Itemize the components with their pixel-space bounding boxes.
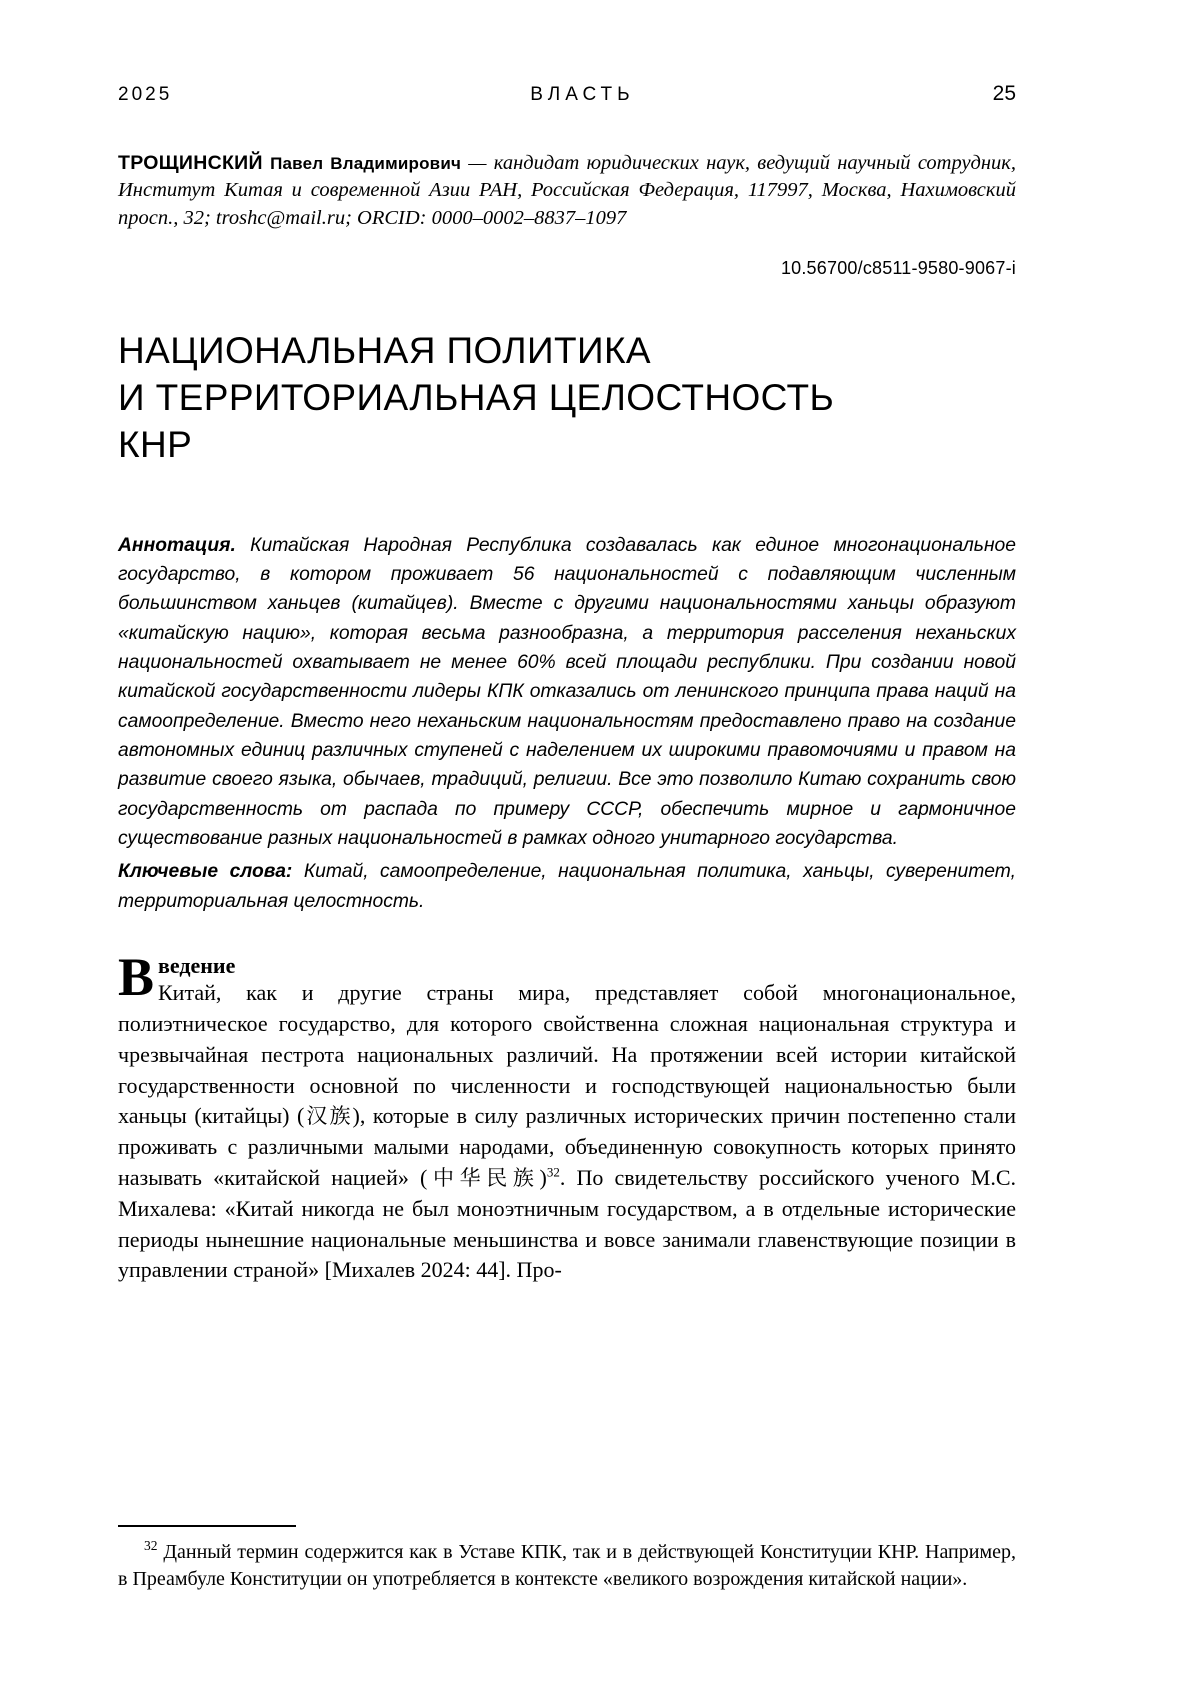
- article-title-line-1: НАЦИОНАЛЬНАЯ ПОЛИТИКА: [118, 329, 651, 371]
- abstract-block: [118, 531, 1016, 854]
- keywords-label: Ключевые слова:: [118, 861, 293, 883]
- author-affiliation-block: [118, 150, 1016, 232]
- introduction-paragraph: В Китай, как и другие страны мира, представляет собой многонациональное, полиэтническое государство, для которого свойственна сложная национальная структура и чрезвычайная пестрота национальных различий. На протяжении всей истории китайской государственности основной по численности и господствующей национальностью были ханьцы (китайцы) (汉族), которые в силу различных исторических причин постепенно стали проживать с различными малыми народами, объединенную совокупность которых принято называть «китайской нацией» (中华民族)$^{32}$. По свидетельству российского ученого М.С. Михалева: «Китай никогда не был моноэтничным государством, а в отдельные исторические периоды нынешние национальные меньшинства и вовсе занимали главенствующие позиции в управлении страной» [Михалев 2024: 44]. Про-: [118, 947, 1017, 1283]
- running-head-page-number: 25: [992, 82, 1016, 105]
- abstract-text: Китайская Народная Республика создавалась как единое многонациональное государство, в котором проживает 56 национальностей с подавляющим численным большинством ханьцев (китайцев). Вместе с другими национальностями ханьцы образуют «китайскую нацию», которая весьма разнообразна, а территория расселения неханьских национальностей охватывает не менее 60% всей площади республики. При создании новой китайской государственности лидеры КПК отказались от ленинского принципа права наций на самоопределение. Вместо него неханьским национальностям предоставлено право на создание автономных единиц различных ступеней с наделением их широкими правомочиями и правом на развитие своего языка, обычаев, традиций, религии. Все это позволило Китаю сохранить свою государственность от распада по примеру СССР, обеспечить мирное и гармоничное существование разных национальностей в рамках одного унитарного государства.: [118, 534, 1016, 850]
- article-title-line-3: КНР: [118, 424, 193, 466]
- article-title-line-2: И ТЕРРИТОРИАЛЬНАЯ ЦЕЛОСТНОСТЬ: [118, 377, 835, 419]
- introduction-section: [118, 947, 1017, 1286]
- introduction-text-part-3: . По свидетельству российского ученого М.С. Михалева: «Китай никогда не был моноэтничным государством, а в отдельные исторические периоды нынешние национальные меньшинства и вовсе занимали главенствующие позиции в управлении страной» [Михалев 2024: 44]. Про-: [118, 1165, 1016, 1283]
- page-content: [118, 82, 1016, 1286]
- footnote-number: 32: [144, 1537, 158, 1553]
- running-head-year: 2025: [118, 84, 173, 105]
- chinese-term-hanzu: 汉族: [304, 1104, 353, 1129]
- author-affiliation: — кандидат юридических наук, ведущий научный сотрудник, Институт Китая и современной Азии РАН, Российская Федерация, 117997, Москва, Нахимовский просп., 32; troshc@mail.ru; ORCID: 0000–0002–8837–1097: [118, 152, 1016, 229]
- footnote-separator-rule: [118, 1525, 296, 1527]
- doi-identifier: 10.56700/c8511-9580-9067-i: [780, 257, 1016, 278]
- footnote-text: Данный термин содержится как в Уставе КПК, так и в действующей Конституции КНР. Например, в Преамбуле Конституции он употребляется в контексте «великого возрождения китайской нации».: [118, 1540, 1016, 1590]
- running-head-journal-title: ВЛАСТЬ: [530, 84, 635, 105]
- chinese-term-zhonghua-minzu: 中华民族: [427, 1166, 540, 1191]
- keywords-block: [118, 857, 1016, 916]
- footnote-area: [118, 1525, 1016, 1593]
- introduction-text-part-2: ), которые в силу различных исторических причин постепенно стали проживать с различными малыми народами, объединенную совокупность которых принято называть «китайской нацией» (: [118, 1103, 1017, 1191]
- introduction-text-part-1: Китай, как и другие страны мира, представляет собой многонациональное, полиэтническое государство, для которого свойственна сложная национальная структура и чрезвычайная пестрота национальных различий. На протяжении всей истории китайской государственности основной по численности и господствующей национальностью были ханьцы (китайцы) (: [118, 980, 1016, 1129]
- footnote-32: [118, 1539, 1016, 1593]
- running-head: [118, 82, 1016, 106]
- keywords-text: Китай, самоопределение, национальная политика, ханьцы, суверенитет, территориальная целостность.: [118, 861, 1016, 912]
- article-title: [118, 327, 1016, 469]
- drop-capital: В: [118, 947, 155, 1008]
- footnote-reference-32[interactable]: 32: [546, 1164, 560, 1180]
- section-heading-introduction: ведение: [158, 953, 236, 979]
- author-surname: ТРОЩИНСКИЙ: [118, 152, 263, 174]
- author-given-names: Павел Владимирович: [270, 154, 462, 173]
- abstract-label: Аннотация.: [118, 534, 236, 556]
